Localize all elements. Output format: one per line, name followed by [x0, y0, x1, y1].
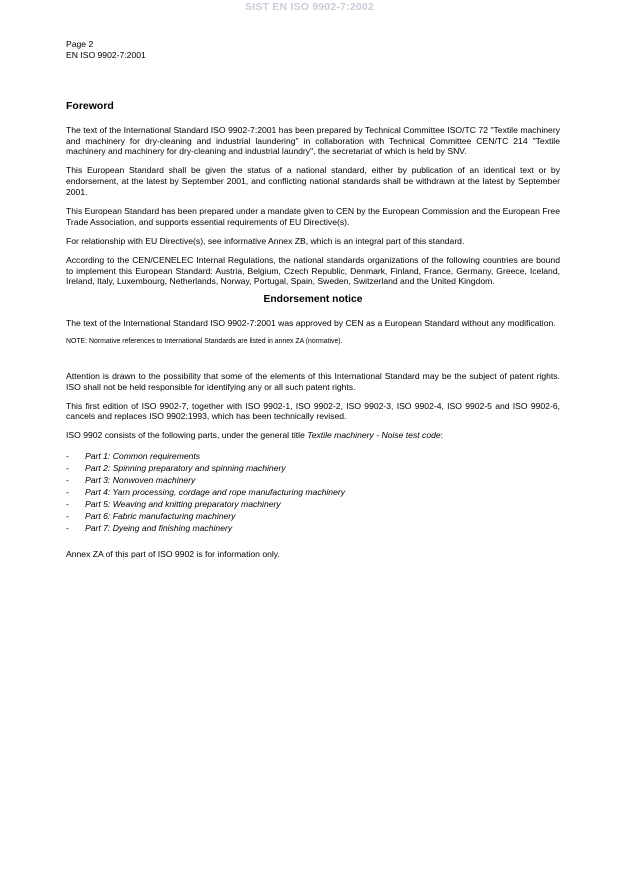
page-number: Page 2	[66, 39, 94, 49]
edition-paragraph: This first edition of ISO 9902-7, together with ISO 9902-1, ISO 9902-2, ISO 9902-3, ISO 9902-4, ISO 9902-5 and ISO 9902-6, cancels and replaces ISO 9902:1993, which has been technically revised.	[66, 400, 560, 422]
endorsement-paragraph: The text of the International Standard ISO 9902-7:2001 was approved by CEN as a European Standard without any modification.	[66, 318, 556, 329]
endorsement-heading: Endorsement notice	[263, 294, 363, 306]
parts-intro	[66, 430, 560, 441]
patent-paragraph: Attention is drawn to the possibility that some of the elements of this International Standard may be the subject of patent rights. ISO shall not be held responsible for identifying any or all such patent rights.	[66, 370, 560, 392]
list-item-text: Part 1: Common requirements	[85, 451, 201, 462]
list-item-text: Part 3: Nonwoven machinery	[85, 475, 196, 486]
list-marker: -	[66, 498, 69, 509]
foreword-paragraph: According to the CEN/CENELEC Internal Regulations, the national standards organizations of the following countries are bound to implement this European Standard: Austria, Belgium, Czech Republic, Denmark, Finland, France, Germany, Greece, Iceland, Ireland, Italy, Luxembourg, Netherlands, Norway, Portugal, Spain, Sweden, Switzerland and the United Kingdom.	[66, 254, 560, 287]
list-item	[66, 475, 560, 487]
list-item-text: Part 4: Yarn processing, cordage and rope manufacturing machinery	[85, 486, 346, 497]
closing-paragraph: Annex ZA of this part of ISO 9902 is for information only.	[66, 548, 280, 559]
list-item-text: Part 2: Spinning preparatory and spinning machinery	[85, 463, 286, 474]
foreword-paragraph: This European Standard shall be given the status of a national standard, either by publication of an identical text or by endorsement, at the latest by September 2001, and conflicting national standards shall be withdrawn at the latest by September 2001.	[66, 165, 560, 197]
foreword-paragraph: This European Standard has been prepared under a mandate given to CEN by the European Commission and the European Free Trade Association, and supports essential requirements of EU Directive(s).	[66, 205, 560, 227]
page-content	[66, 101, 560, 568]
list-item	[66, 487, 560, 499]
parts-general-title: Textile machinery - Noise test code	[307, 430, 441, 441]
list-item	[66, 451, 560, 463]
list-item	[66, 511, 560, 523]
parts-intro-end: :	[440, 430, 444, 441]
list-marker: -	[66, 475, 69, 486]
list-marker: -	[66, 510, 69, 521]
parts-intro-text: ISO 9902 consists of the following parts, under the general title	[66, 430, 308, 441]
list-marker: -	[66, 486, 69, 497]
page-header	[66, 39, 146, 61]
list-item-text: Part 6: Fabric manufacturing machinery	[85, 510, 236, 521]
list-item-text: Part 7: Dyeing and finishing machinery	[85, 522, 233, 533]
list-item-text: Part 5: Weaving and knitting preparatory machinery	[85, 498, 281, 509]
list-item	[66, 523, 560, 535]
list-marker: -	[66, 451, 69, 462]
parts-list	[66, 451, 560, 534]
watermark: SIST EN ISO 9902-7:2002	[245, 1, 374, 13]
document-id: EN ISO 9902-7:2001	[66, 50, 146, 60]
foreword-paragraph: The text of the International Standard ISO 9902-7:2001 has been prepared by Technical Committee ISO/TC 72 "Textile machinery and machinery for dry-cleaning and industrial laundering" in collaboration with Technical Committee CEN/TC 214 "Textile machinery and machinery for dry-cleaning and industrial laundry", the secretariat of which is held by SNV.	[66, 124, 560, 157]
foreword-paragraph: For relationship with EU Directive(s), see informative Annex ZB, which is an integral part of this standard.	[66, 235, 465, 246]
list-marker: -	[66, 522, 69, 533]
foreword-heading: Foreword	[66, 100, 114, 112]
list-marker: -	[66, 463, 69, 474]
list-item	[66, 499, 560, 511]
list-item	[66, 463, 560, 475]
normative-note: NOTE: Normative references to International Standards are listed in annex ZA (normative).	[66, 338, 343, 346]
